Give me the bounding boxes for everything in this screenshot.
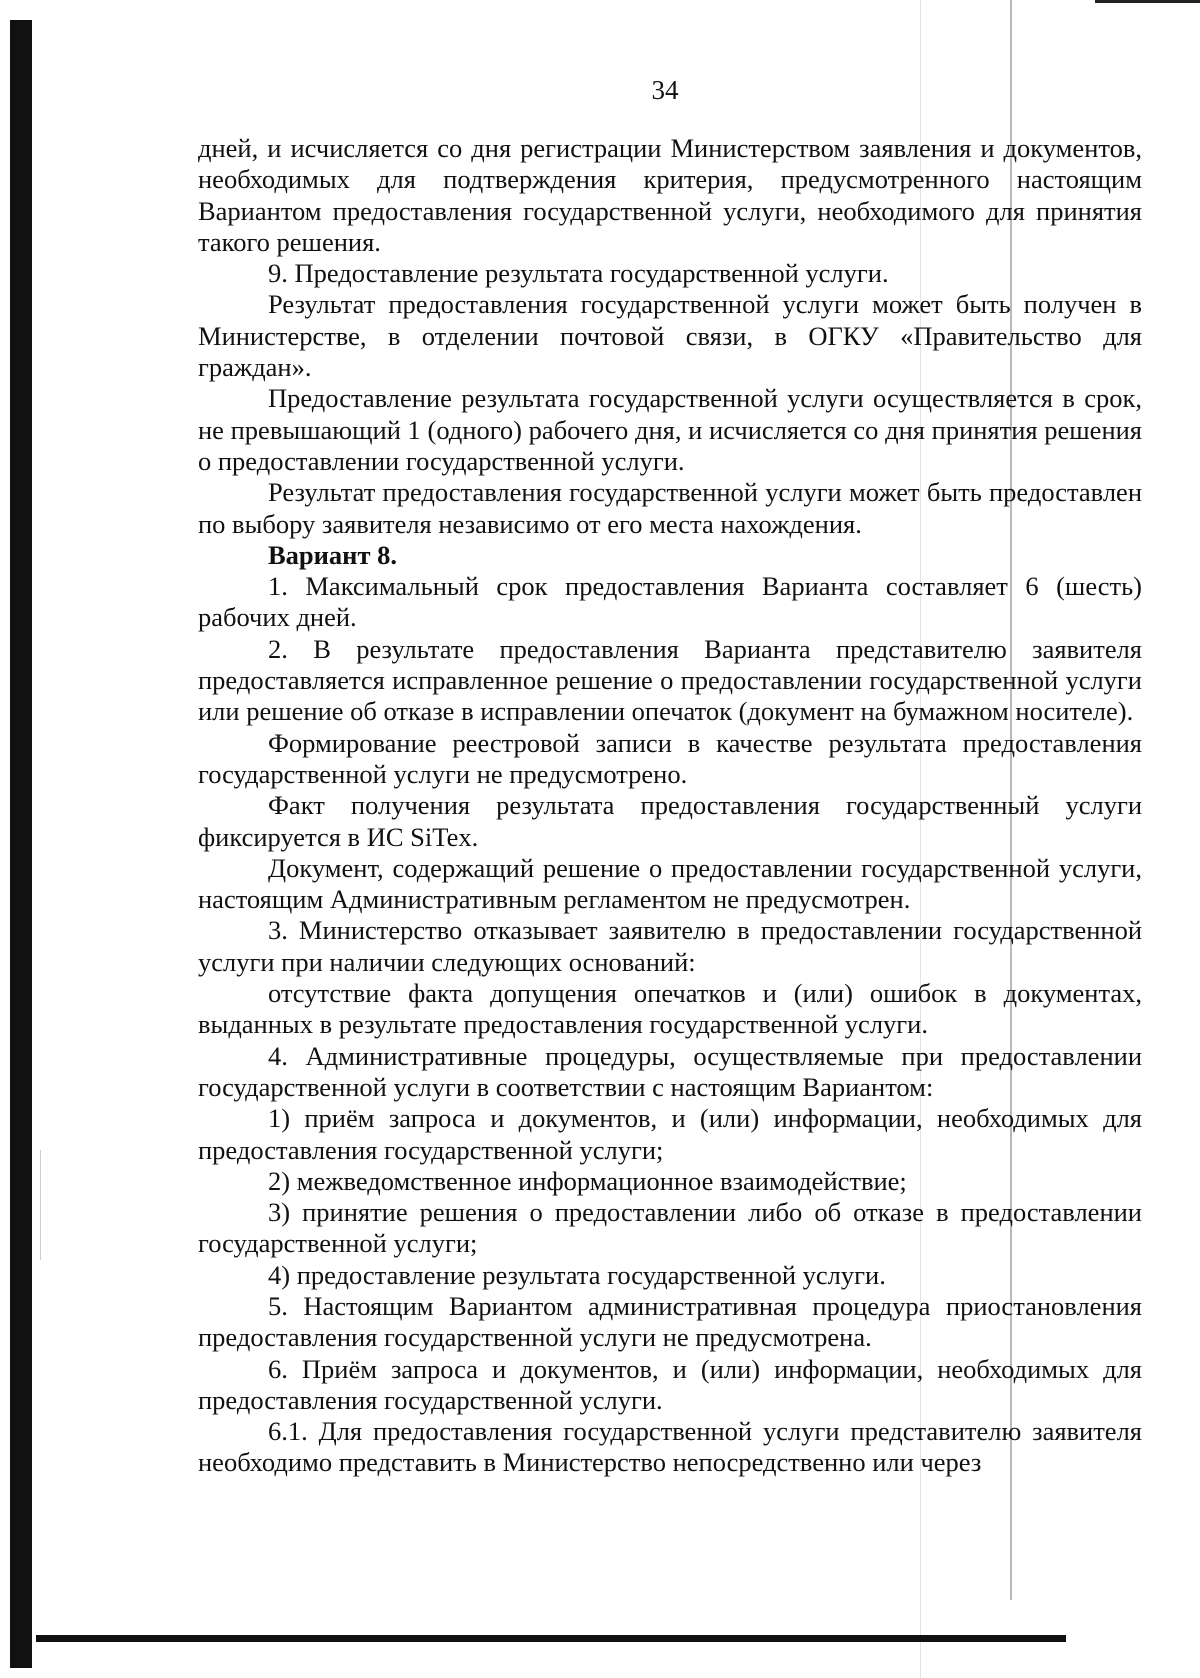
paragraph: Факт получения результата предоставления государственный услуги фиксируется в ИС SiTex. (198, 790, 1142, 852)
paragraph-item-1: 1. Максимальный срок предоставления Варианта составляет 6 (шесть) рабочих дней. (198, 571, 1142, 633)
paragraph-item-4: 4. Административные процедуры, осуществляемые при предоставлении государственной услуги в соответствии с настоящим Вариантом: (198, 1040, 1142, 1102)
paragraph-item-6-1: 6.1. Для предоставления государственной услуги представителю заявителя необходимо представить в Министерство непосредственно или через (198, 1416, 1142, 1478)
paragraph-item-5: 5. Настоящим Вариантом административная процедура приостановления предоставления государственной услуги не предусмотрена. (198, 1290, 1142, 1353)
paragraph: отсутствие факта допущения опечатков и (или) ошибок в документах, выданных в результате предоставления государственной услуги. (198, 978, 1142, 1040)
scan-left-edge-mark (40, 1150, 41, 1260)
list-item: 4) предоставление результата государственной услуги. (268, 1259, 886, 1290)
paragraph: Документ, содержащий решение о предоставлении государственной услуги, настоящим Административным регламентом не предусмотрен. (198, 852, 1142, 915)
paragraph: Результат предоставления государственной услуги может быть получен в Министерстве, в отделении почтовой связи, в ОГКУ «Правительство для граждан». (198, 289, 1142, 383)
scan-top-edge-line (1095, 0, 1200, 3)
paragraph-item-9: 9. Предоставление результата государственной услуги. (268, 258, 889, 289)
section-heading-variant-8: Вариант 8. (268, 539, 397, 570)
paragraph-continuation: дней, и исчисляется со дня регистрации Министерством заявления и документов, необходимых для подтверждения критерия, предусмотренного настоящим Вариантом предоставления государственной услуги, необходимого для принятия такого решения. (198, 133, 1142, 257)
paragraph: Предоставление результата государственной услуги осуществляется в срок, не превышающий 1 (одного) рабочего дня, и исчисляется со дня принятия решения о предоставлении государственной услуги. (198, 383, 1142, 476)
paragraph-item-3: 3. Министерство отказывает заявителю в предоставлении государственной услуги при наличии следующих оснований: (198, 915, 1142, 977)
page-number: 34 (651, 75, 679, 105)
paragraph: Результат предоставления государственной услуги может быть предоставлен по выбору заявителя независимо от его места нахождения. (198, 477, 1142, 539)
list-item: 3) принятие решения о предоставлении либо об отказе в предоставлении государственной услуги; (198, 1197, 1142, 1259)
paragraph-item-6: 6. Приём запроса и документов, и (или) информации, необходимых для предоставления государственной услуги. (198, 1353, 1142, 1415)
paragraph-item-2: 2. В результате предоставления Варианта представителю заявителя предоставляется исправленное решение о предоставлении государственной услуги или решение об отказе в исправлении опечаток (документ на бумажном носителе). (198, 633, 1142, 727)
scan-bottom-border (36, 1635, 1066, 1642)
paragraph: Формирование реестровой записи в качестве результата предоставления государственной услуги не предусмотрено. (198, 727, 1142, 789)
document-body (198, 133, 1142, 1479)
list-item: 2) межведомственное информационное взаимодействие; (268, 1165, 907, 1196)
scan-left-border (10, 20, 32, 1668)
list-item: 1) приём запроса и документов, и (или) информации, необходимых для предоставления государственной услуги; (198, 1103, 1142, 1165)
